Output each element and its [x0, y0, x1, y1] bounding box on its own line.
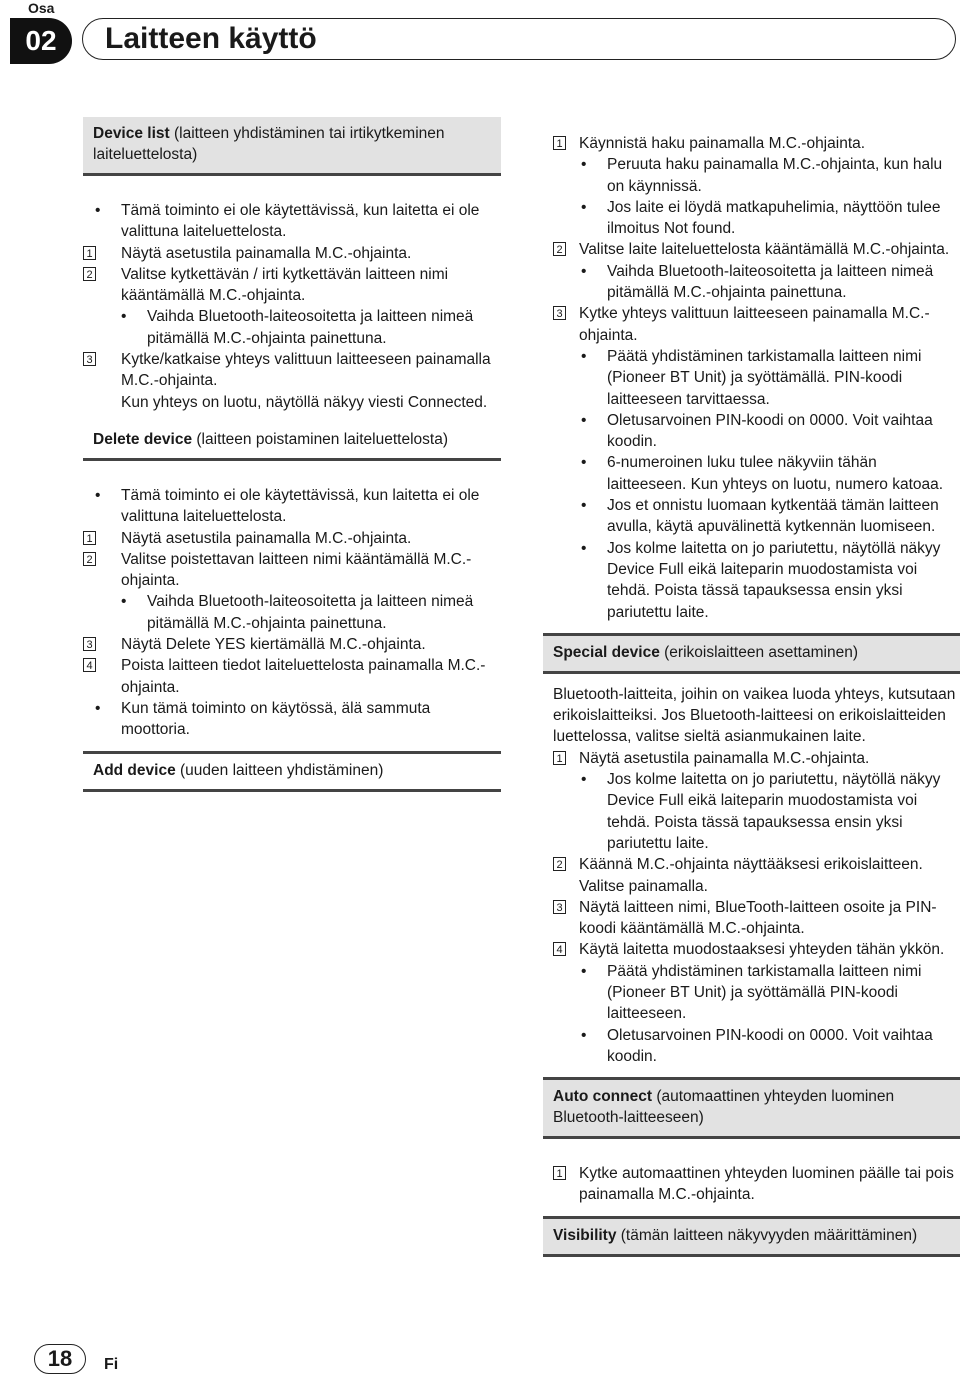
- bullet-item: • 6-numeroinen luku tulee näkyviin tähän laitteeseen. Kun yhteys on luotu, numero katoaa.: [581, 454, 944, 493]
- section-heading-delete-device: [83, 423, 501, 461]
- step-item: 3 Kytke yhteys valittuun laitteeseen painamalla M.C.-ohjainta.: [543, 303, 960, 346]
- step-item: 1 Näytä asetustila painamalla M.C.-ohjainta.: [83, 243, 501, 264]
- step-item: 1 Käynnistä haku painamalla M.C.-ohjainta.: [543, 133, 960, 154]
- step-item: 3 Näytä laitteen nimi, BlueTooth-laitteen osoite ja PIN-koodi kääntämällä M.C.-ohjainta.: [543, 897, 960, 940]
- page-title: Laitteen käyttö: [105, 22, 317, 55]
- step-item: 2 Valitse laite laiteluettelosta kääntämällä M.C.-ohjainta.: [543, 239, 960, 260]
- step-item: 3 Kytke/katkaise yhteys valittuun laitteeseen painamalla M.C.-ohjainta.: [83, 349, 501, 392]
- section-heading-device-list: [83, 117, 501, 176]
- step-number: 1: [553, 751, 566, 765]
- bullet-item: • Jos kolme laitetta on jo pariutettu, näytöllä näkyy Device Full eikä laiteparin muodostamista voi tehdä. Poista tässä tapauksessa ensin yksi pariutettu laite.: [581, 771, 941, 852]
- heading-rest: (laitteen yhdistäminen tai irtikytkeminen laiteluettelosta): [93, 125, 445, 163]
- heading-rest: (laitteen poistaminen laiteluettelosta): [192, 430, 448, 448]
- bullet-item: • Peruuta haku painamalla M.C.-ohjainta, kun halu on käynnissä.: [581, 156, 943, 195]
- heading-bold: Delete device: [93, 430, 193, 448]
- step-item: 1 Kytke automaattinen yhteyden luominen päälle tai pois painamalla M.C.-ohjainta.: [543, 1163, 960, 1206]
- heading-rest: (uuden laitteen yhdistäminen): [175, 761, 384, 779]
- step-number: 1: [83, 531, 96, 545]
- section-heading-special-device: [543, 633, 960, 674]
- title-bar: [82, 18, 956, 60]
- bullet-item: • Vaihda Bluetooth-laiteosoitetta ja laitteen nimeä pitämällä M.C.-ohjainta painettuna.: [121, 593, 474, 632]
- heading-bold: Device list: [93, 125, 170, 142]
- step-note: Kun yhteys on luotu, näytöllä näkyy viesti Connected.: [121, 393, 488, 411]
- step-item: 2 Valitse kytkettävän / irti kytkettävän laitteen nimi kääntämällä M.C.-ohjainta.: [83, 264, 501, 307]
- step-number: 1: [553, 136, 566, 150]
- step-number: 1: [83, 246, 96, 260]
- step-number: 4: [83, 658, 96, 672]
- step-number: 3: [553, 900, 566, 914]
- step-number: 2: [553, 857, 566, 871]
- step-number: 3: [553, 306, 566, 320]
- bullet-item: • Vaihda Bluetooth-laiteosoitetta ja laitteen nimeä pitämällä M.C.-ohjainta painettuna.: [581, 262, 934, 302]
- right-column: [543, 133, 960, 1257]
- bullet-item: • Oletusarvoinen PIN-koodi on 0000. Voit vaihtaa koodin.: [581, 411, 933, 451]
- heading-bold: Special device: [553, 643, 660, 661]
- bullet-item: • Päätä yhdistäminen tarkistamalla laitteen nimi (Pioneer BT Unit) ja syöttämällä PIN-koodi laitteeseen.: [581, 962, 922, 1023]
- left-column: [83, 117, 501, 792]
- step-item: 2 Valitse poistettavan laitteen nimi kääntämällä M.C.-ohjainta.: [83, 549, 501, 592]
- heading-rest: (tämän laitteen näkyvyyden määrittäminen): [616, 1226, 918, 1244]
- step-item: 1 Näytä asetustila painamalla M.C.-ohjainta.: [83, 528, 501, 549]
- osa-label: Osa: [28, 0, 55, 16]
- step-item: 1 Näytä asetustila painamalla M.C.-ohjainta.: [543, 748, 960, 769]
- section-heading-visibility: [543, 1216, 960, 1257]
- bullet-item: • Vaihda Bluetooth-laiteosoitetta ja laitteen nimeä pitämällä M.C.-ohjainta painettuna.: [121, 308, 474, 347]
- language-code: Fi: [104, 1356, 119, 1373]
- heading-bold: Auto connect: [553, 1088, 653, 1106]
- intro-paragraph: Bluetooth-laitteita, joihin on vaikea luoda yhteys, kutsutaan erikoislaitteiksi. Jos Bluetooth-laitteesi on erikoislaitteiden luettelossa, valitse sieltä asianmukainen laite.: [553, 685, 956, 746]
- bullet-item: • Jos laite ei löydä matkapuhelimia, näyttöön tulee ilmoitus Not found.: [581, 198, 941, 238]
- bullet-item: • Päätä yhdistäminen tarkistamalla laitteen nimi (Pioneer BT Unit) ja syöttämällä. PIN-koodi laitteeseen tarvittaessa.: [581, 347, 922, 408]
- step-number: 3: [83, 352, 96, 366]
- heading-rest: (automaattinen yhteyden luominen Bluetooth-laitteeseen): [553, 1088, 895, 1127]
- step-number: 2: [553, 242, 566, 256]
- section-heading-add-device: [83, 751, 501, 792]
- page-number: 18: [34, 1344, 86, 1374]
- step-number: 4: [553, 942, 566, 956]
- bullet-item: • Tämä toiminto ei ole käytettävissä, kun laitetta ei ole valittuna laiteluettelosta.: [95, 486, 480, 526]
- heading-bold: Add device: [93, 761, 176, 779]
- bullet-item: • Kun tämä toiminto on käytössä, älä sammuta moottoria.: [95, 699, 431, 739]
- step-number: 2: [83, 552, 96, 566]
- bullet-item: • Oletusarvoinen PIN-koodi on 0000. Voit vaihtaa koodin.: [581, 1026, 933, 1065]
- step-number: 1: [553, 1166, 566, 1180]
- step-item: 4 Käytä laitetta muodostaaksesi yhteyden tähän ykkön.: [543, 939, 960, 960]
- section-heading-auto-connect: [543, 1077, 960, 1139]
- step-number: 3: [83, 637, 96, 651]
- bullet-item: • Jos kolme laitetta on jo pariutettu, näytöllä näkyy Device Full eikä laiteparin muodostamista voi tehdä. Poista tässä tapauksessa ensin yksi pariutettu laite.: [581, 539, 941, 621]
- bullet-item: • Jos et onnistu luomaan kytkentää tämän laitteen avulla, käytä apuvälinettä kytkennän luomiseen.: [581, 497, 939, 536]
- step-number: 2: [83, 267, 96, 281]
- step-item: 3 Näytä Delete YES kiertämällä M.C.-ohjainta.: [83, 634, 501, 655]
- bullet-item: • Tämä toiminto ei ole käytettävissä, kun laitetta ei ole valittuna laiteluettelosta.: [95, 202, 480, 241]
- step-item: 2 Käännä M.C.-ohjainta näyttääksesi erikoislaitteen. Valitse painamalla.: [543, 854, 960, 897]
- heading-rest: (erikoislaitteen asettaminen): [659, 643, 858, 661]
- chapter-badge: 02: [10, 18, 72, 64]
- step-item: 4 Poista laitteen tiedot laiteluettelosta painamalla M.C.-ohjainta.: [83, 655, 501, 698]
- heading-bold: Visibility: [553, 1226, 617, 1244]
